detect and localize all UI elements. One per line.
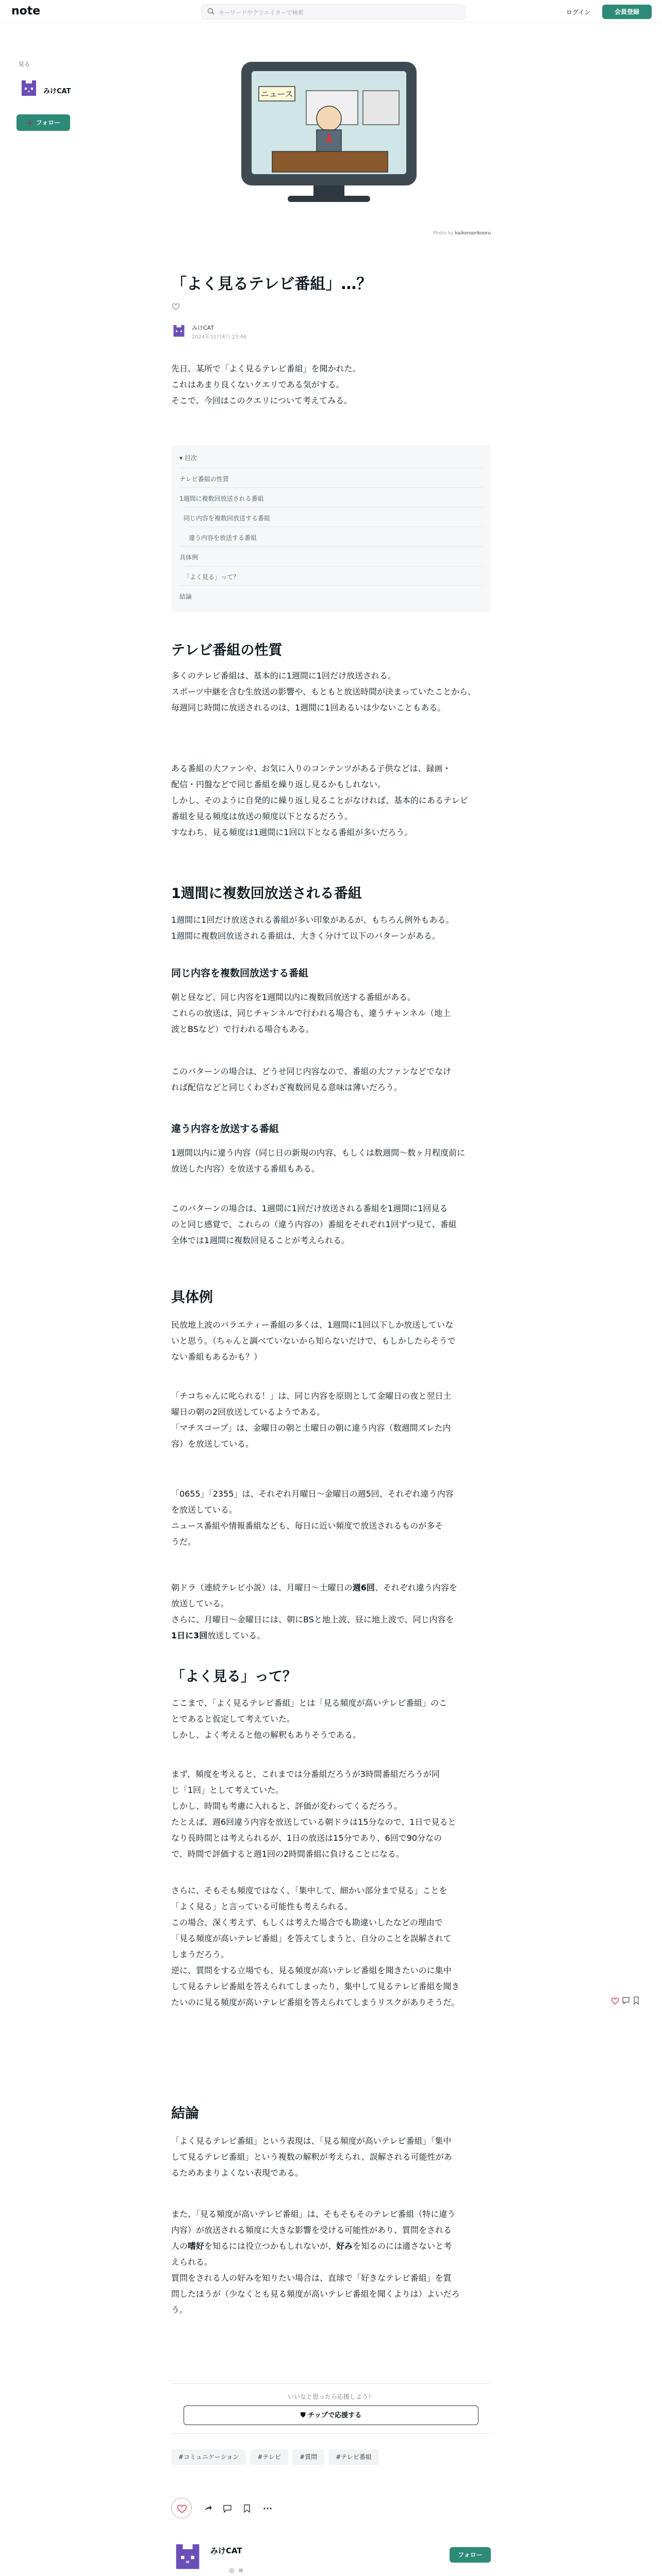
text-line: うだ。 (171, 1537, 196, 1547)
paragraph (171, 1883, 491, 2010)
text-line: これはあまり良くないクエリである気がする。 (171, 380, 344, 389)
follow-button[interactable]: フォロー (450, 2547, 491, 2563)
section-heading: 1週間に複数回放送される番組 (171, 886, 362, 902)
article-title: 「よく見るテレビ番組」…？ (171, 275, 372, 293)
text-line: 問したほうが（少なくとも見る頻度が高いテレビ番組を聞くよりは）よいだろ (171, 2289, 460, 2299)
text-line: また、「見る頻度が高いテレビ番組」は、そもそもそのテレビ番組（特に違う (171, 2209, 456, 2219)
note-logo[interactable]: note (11, 5, 41, 18)
bold-text: 1日に3回 (171, 1631, 208, 1640)
toc-item[interactable]: 同じ内容を複数回放送する番組 (184, 507, 483, 527)
text-line: 「よく見る」と言っている可能性も考えられる。 (171, 1902, 353, 1911)
heart-icon (172, 2498, 192, 2519)
text-line: しかし、時間も考慮に入れると、評価が変わってくるだろう。 (171, 1801, 402, 1811)
text-line: 多くのテレビ番組は、基本的に1週間に1回だけ放送される。 (171, 671, 396, 681)
pixel-cat-icon (171, 2541, 204, 2574)
paragraph (171, 1145, 491, 1177)
bookmark-icon[interactable] (634, 1997, 638, 2004)
text-line: なり長時間とは考えられるが、1日の放送は15分であり、6回で90分なの (171, 1833, 442, 1843)
author-name[interactable]: みけCAT (192, 325, 214, 331)
globe-icon[interactable]: ◎ (229, 2567, 235, 2574)
subsection-heading: 同じ内容を複数回放送する番組 (171, 968, 309, 979)
side-follow-button[interactable] (16, 114, 70, 131)
text-line: 先日、某所で「よく見るテレビ番組」を聞かれた。 (171, 364, 361, 374)
text-line: 波とBSなど）で行われる場合もある。 (171, 1024, 314, 1034)
text-line: 放送している。 (171, 1599, 229, 1608)
paragraph (171, 668, 491, 716)
text-line: ある番組の大ファンや、お気に入りのコンテンツがある子供などは、録画・ (171, 764, 451, 773)
bookmark-icon[interactable] (242, 2504, 252, 2513)
tip-section (171, 2383, 491, 2434)
pixel-cat-icon (19, 78, 39, 99)
hashtag[interactable]: #質問 (292, 2449, 324, 2465)
text-line: 逆に、質問をする立場でも、見る頻度が高いテレビ番組を聞きたいのに集中 (171, 1965, 452, 1975)
text-span: 放送している。 (207, 1631, 266, 1640)
tv-news-illustration (171, 41, 491, 227)
text-line: のと同じ感覚で、これらの（違う内容の）番組をそれぞれ1回ずつ見て、番組 (171, 1219, 457, 1229)
toc-heading-label: 目次 (184, 454, 197, 462)
text-line: ここまで、「よく見るテレビ番組」とは「見る頻度が高いテレビ番組」のこ (171, 1698, 448, 1708)
section-heading: テレビ番組の性質 (171, 642, 283, 658)
text-span: を知るには役立つかもしれないが、 (204, 2241, 337, 2251)
text-line: ニュース番組や情報番組なども、毎日に近い頻度で放送されるものが多そ (171, 1521, 443, 1531)
text-line: 毎週同じ時間に放送されるのは、1週間に1回あるいは少ないこともある。 (171, 703, 446, 713)
paragraph (171, 1388, 491, 1452)
hashtag-list (171, 2449, 383, 2465)
text-span: を知るのには適さないと考 (353, 2241, 452, 2251)
text-line: じ「1回」として考えていた。 (171, 1785, 284, 1795)
avatar[interactable] (171, 2541, 204, 2574)
paragraph (171, 2206, 491, 2318)
text-line: このパターンの場合は、1週間に1回だけ放送される番組を1週間に1回見る (171, 1204, 448, 1213)
text-line: 全体では1週間に複数回見ることが考えられる。 (171, 1235, 350, 1245)
text-line: この場合、深く考えず、もしくは考えた場合でも勘違いしたなどの理由で (171, 1918, 443, 1927)
search-input[interactable] (201, 4, 465, 20)
heart-icon[interactable] (171, 302, 180, 311)
text-line: れば配信などと同じくわざわざ複数回見る意味は薄いだろう。 (171, 1082, 403, 1092)
text-line: 「0655」「2355」は、それぞれ月曜日〜金曜日の週5回、それぞれ違う内容 (171, 1489, 454, 1499)
bold-text: 週6回 (352, 1583, 375, 1592)
pixel-cat-icon (171, 324, 187, 339)
text-line: とであると仮定して考えていた。 (171, 1714, 295, 1724)
text-line (171, 1628, 491, 1643)
login-link[interactable]: ログイン (566, 9, 591, 16)
credit-user-link[interactable]: kaikoroorikooru (455, 231, 491, 236)
text-line: 朝と昼など、同じ内容を1週間以内に複数回放送する番組がある。 (171, 992, 416, 1002)
avatar[interactable] (19, 78, 39, 99)
paragraph (171, 1580, 491, 1643)
toc-item[interactable]: 「よく見る」って？ (184, 566, 483, 585)
text-line: たとえば、週6回違う内容を放送している朝ドラは15分なので、1日で見ると (171, 1817, 456, 1827)
paragraph (171, 1486, 491, 1550)
text-line: しかし、そのように自発的に繰り返し見ることがなければ、基本的にあるテレビ (171, 795, 468, 805)
text-line: るためあまりよくない表現である。 (171, 2168, 304, 2178)
side-follow-label: フォロー (36, 119, 61, 126)
text-line: して見るテレビ番組を答えられてしまったり、集中して見るテレビ番組を聞き (171, 1981, 460, 1991)
article-actions (171, 2498, 491, 2518)
text-line: さらに、月曜日〜金曜日には、朝にBSと地上波、昼に地上波で、同じ内容を (171, 1615, 454, 1624)
section-heading: 「よく見る」って？ (171, 1669, 296, 1685)
bold-text: 嗜好 (188, 2241, 205, 2251)
text-line: そこで、今回はこのクエリについて考えてみる。 (171, 396, 353, 405)
search-icon (207, 8, 214, 15)
author-avatar[interactable] (171, 324, 187, 339)
text-span: 朝ドラ（連続テレビ小説）は、月曜日〜土曜日の (171, 1583, 353, 1592)
text-line: すなわち、見る頻度は1週間に1回以下となる番組が多いだろう。 (171, 827, 413, 837)
text-line: 1週間以内に違う内容（同じ日の新規の内容、もしくは数週間〜数ヶ月程度前に (171, 1148, 466, 1158)
text-line: 質問をされる人の好みを知りたい場合は、直球で「好きなテレビ番組」を質 (171, 2273, 452, 2283)
tip-button-label: チップで応援する (308, 2412, 362, 2419)
paragraph (171, 1317, 491, 1365)
toc-item[interactable]: 1週間に複数回放送される番組 (179, 487, 483, 507)
text-span: 、それぞれ違う内容を (374, 1583, 457, 1592)
paragraph (171, 1200, 491, 1248)
text-line: 民放地上波のバラエティー番組の多くは、1週間に1回以下しか放送していな (171, 1320, 454, 1330)
photo-credit (171, 231, 491, 236)
toc-item[interactable]: 具体例 (179, 546, 483, 566)
text-line: 「チコちゃんに叱られる！」は、同じ内容を原則として金曜日の夜と翌日土 (171, 1391, 452, 1401)
text-line: たいのに見る頻度が高いテレビ番組を答えられてしまうリスクがありそうだ。 (171, 1997, 460, 2007)
text-line: 「マチスコープ」は、金曜日の朝と土曜日の朝に違う内容（数週間ズレた内 (171, 1423, 451, 1433)
text-line: ない番組もあるかも？） (171, 1352, 262, 1362)
more-icon[interactable] (263, 2504, 272, 2513)
social-links (229, 2567, 243, 2574)
text-line: 1週間に複数回放送される番組は、大きく分けて以下のパターンがある。 (171, 931, 440, 941)
tv-sign-text: ニュース (260, 89, 293, 99)
user-plus-icon: ➕ (26, 119, 36, 126)
section-heading: 結論 (171, 2106, 199, 2122)
toc-item[interactable]: 違う内容を放送する番組 (189, 527, 483, 546)
tip-icon: ⛊ (300, 2412, 308, 2419)
paragraph (171, 2133, 491, 2181)
side-creator-name[interactable]: みけCAT (43, 88, 71, 95)
text-line: して見るテレビ番組」という複数の解釈が考えられ、誤解される可能性があ (171, 2152, 452, 2162)
text-line: 「見る頻度が高いテレビ番組」を答えてしまうと、自分のことを誤解されて (171, 1934, 452, 1943)
hashtag[interactable]: #テレビ番組 (328, 2449, 379, 2465)
side-caption: 見る (19, 61, 30, 67)
tip-button[interactable] (184, 2405, 478, 2425)
text-line: これらの放送は、同じチャンネルで行われる場合も、違うチャンネル（地上 (171, 1008, 451, 1018)
text-line: えられる。 (171, 2257, 213, 2267)
text-span: 人の (171, 2241, 188, 2251)
credit-prefix: Photo by (433, 231, 454, 236)
text-line: 放送した内容）を放送する番組もある。 (171, 1164, 320, 1174)
heart-icon[interactable] (611, 1998, 619, 2004)
paragraph (171, 989, 491, 1037)
paragraph (171, 1695, 491, 1743)
text-line: まず、頻度を考えると、これまでは分番組だろうが3時間番組だろうが同 (171, 1769, 440, 1779)
hashtag[interactable]: #テレビ (250, 2449, 288, 2465)
like-button[interactable] (171, 2498, 192, 2518)
toc-item[interactable]: テレビ番組の性質 (179, 468, 483, 487)
section-heading: 具体例 (171, 1290, 213, 1306)
text-line: このパターンの場合は、どうせ同じ内容なので、番組の大ファンなどでなけ (171, 1066, 452, 1076)
tip-question: いいなと思ったら応援しよう！ (287, 2393, 374, 2400)
text-line: 曜日の朝の2回放送しているようである。 (171, 1407, 325, 1417)
bold-text: 好み (336, 2241, 353, 2251)
text-line: 内容）が放送される頻度に大きな影響を受ける可能性があり、質問をされる (171, 2225, 452, 2235)
hero-image (171, 41, 491, 227)
text-line: スポーツ中継を含む生放送の影響や、もともと放送時間が決まっていたことから、 (171, 687, 476, 697)
text-line (171, 2238, 491, 2254)
paragraph (171, 912, 491, 944)
paragraph (171, 1063, 491, 1095)
paragraph (171, 760, 491, 840)
text-line: 配信・円盤などで同じ番組を繰り返し見るかもしれない。 (171, 779, 386, 789)
hashtag[interactable]: #コミュニケーション (171, 2449, 246, 2465)
text-line: 容）を放送している。 (171, 1439, 254, 1449)
toc-heading[interactable] (179, 453, 197, 462)
text-line: 「よく見るテレビ番組」という表現は、「見る頻度が高いテレビ番組」「集中 (171, 2136, 452, 2146)
intro-paragraph (171, 361, 491, 409)
publish-date: 2024年11月4日 23:46 (192, 334, 247, 340)
comment-icon[interactable] (623, 1997, 629, 2004)
text-line: で、時間で評価すると週1回の2時間番組に負けることになる。 (171, 1849, 405, 1859)
text-line: いと思う。（ちゃんと調べていないから知らないだけで、もしかしたらそうで (171, 1336, 456, 1346)
text-line: 1週間に1回だけ放送される番組が多い印象があるが、もちろん例外もある。 (171, 915, 454, 925)
text-line: 番組を見る頻度は放送の頻度以下となるだろう。 (171, 811, 353, 821)
text-line: さらに、そもそも頻度ではなく、「集中して、細かい部分まで見る」ことを (171, 1886, 448, 1895)
toc-item[interactable]: 結論 (179, 585, 483, 605)
text-line: を放送している。 (171, 1505, 238, 1515)
share-icon[interactable] (203, 2504, 212, 2513)
search-placeholder: キーワードやクリエイターで検索 (219, 9, 304, 16)
toggle-icon: ▾ (179, 454, 185, 462)
paragraph (171, 1766, 491, 1862)
rss-icon[interactable]: ≋ (238, 2567, 244, 2574)
signup-button[interactable]: 会員登録 (602, 5, 652, 19)
subsection-heading: 違う内容を放送する番組 (171, 1123, 279, 1134)
text-line: う。 (171, 2305, 188, 2315)
top-navigation-bar (0, 0, 662, 23)
text-line: しまうだろう。 (171, 1950, 229, 1959)
text-line: しかし、よく考えると他の解釈もありそうである。 (171, 1730, 361, 1740)
floating-action-bar (610, 1995, 641, 2006)
text-line (171, 1580, 491, 1596)
creator-name[interactable]: みけCAT (210, 2546, 242, 2555)
table-of-contents (171, 445, 491, 612)
comment-icon[interactable] (223, 2504, 232, 2513)
